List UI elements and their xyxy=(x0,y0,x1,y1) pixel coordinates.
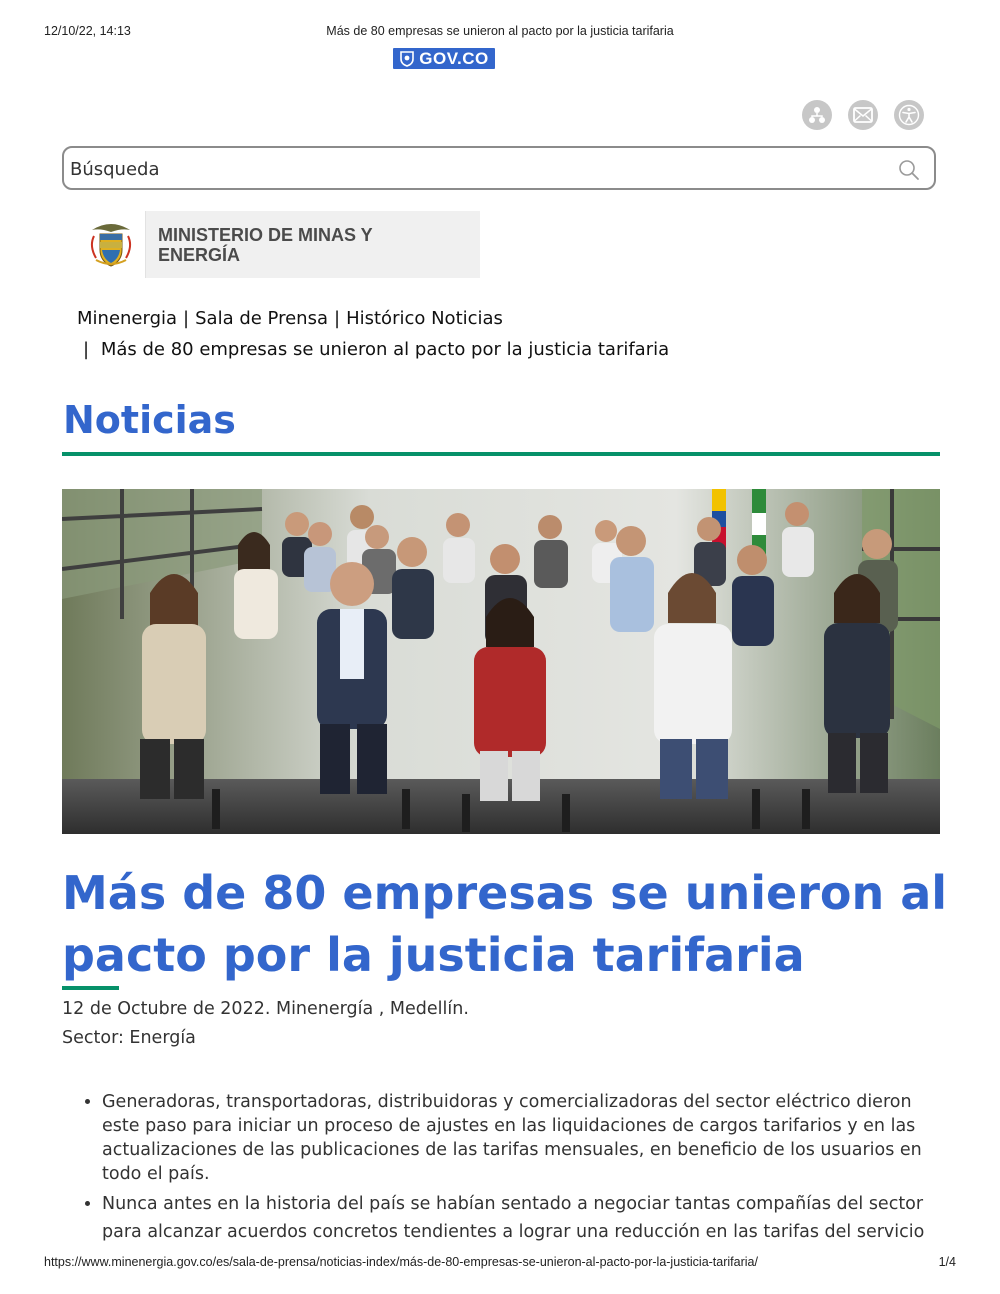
sitemap-icon[interactable] xyxy=(802,100,832,130)
gov-shield-icon xyxy=(399,50,415,67)
breadcrumb-item-historico-noticias[interactable]: Histórico Noticias xyxy=(346,308,503,329)
breadcrumb-item-sala-de-prensa[interactable]: Sala de Prensa xyxy=(195,308,328,329)
breadcrumb-item-minenergia[interactable]: Minenergia xyxy=(77,308,178,329)
article-highlights xyxy=(62,1090,942,1244)
section-title: Noticias xyxy=(63,398,236,442)
ministry-header[interactable] xyxy=(77,211,480,278)
print-page-number: 1/4 xyxy=(938,1255,956,1269)
list-item: • Nunca antes en la historia del país se habían sentado a negociar tantas compañías del sector para alcanzar acuerdos concretos tendientes a lograr una reducción en las tarifas del servicio xyxy=(102,1190,942,1244)
search-icon[interactable] xyxy=(898,159,920,181)
headline-underline xyxy=(62,986,119,990)
search-box xyxy=(62,146,936,190)
article-sector-line: Sector: Energía xyxy=(62,1028,196,1048)
article-photo xyxy=(62,489,940,834)
article-body-clip xyxy=(0,1090,1000,1244)
accessibility-icon[interactable] xyxy=(894,100,924,130)
mail-icon[interactable] xyxy=(848,100,878,130)
breadcrumb-separator: | xyxy=(183,308,190,329)
search-input[interactable] xyxy=(68,158,872,181)
colombia-coat-of-arms-icon xyxy=(77,211,146,278)
breadcrumb-current: Más de 80 empresas se unieron al pacto por la justicia tarifaria xyxy=(100,339,670,360)
print-datetime: 12/10/22, 14:13 xyxy=(44,24,131,38)
gov-co-label: GOV.CO xyxy=(419,48,489,68)
breadcrumb-separator: | xyxy=(334,308,341,329)
article-meta xyxy=(62,995,469,1053)
article-headline: Más de 80 empresas se unieron al pacto por la justicia tarifaria xyxy=(62,866,948,982)
print-page-title: Más de 80 empresas se unieron al pacto por la justicia tarifaria xyxy=(326,24,674,38)
ministry-name: MINISTERIO DE MINAS Y ENERGÍA xyxy=(158,225,373,265)
top-utility-icons xyxy=(802,100,924,130)
article-date-line: 12 de Octubre de 2022. Minenergía , Medellín. xyxy=(62,999,469,1019)
breadcrumb xyxy=(77,303,857,365)
print-url: https://www.minenergia.gov.co/es/sala-de-prensa/noticias-index/más-de-80-empresas-se-unieron-al-pacto-por-la-justicia-tarifaria/ xyxy=(44,1255,758,1269)
list-item: • Generadoras, transportadoras, distribuidoras y comercializadoras del sector eléctrico dieron este paso para iniciar un proceso de ajustes en las liquidaciones de cargos tarifarios y en las actualizaciones de las publicaciones de las tarifas mensuales, en beneficio de los usuarios en todo el país. xyxy=(102,1090,942,1186)
breadcrumb-separator: | xyxy=(83,339,90,360)
section-divider xyxy=(62,452,940,456)
print-footer xyxy=(44,1255,956,1275)
gov-co-link[interactable] xyxy=(393,48,495,69)
